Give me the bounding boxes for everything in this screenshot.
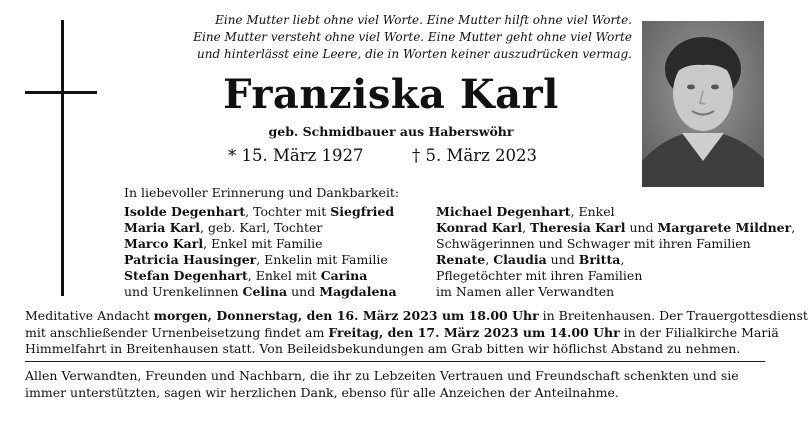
bold-name: Renate <box>436 252 486 267</box>
cross-icon <box>25 20 97 296</box>
mourner-line <box>436 268 795 284</box>
poem-line: Eine Mutter versteht ohne viel Worte. Eine Mutter geht ohne viel Worte <box>193 30 632 44</box>
text-run: Pflegetöchter mit ihren Familien <box>436 268 643 283</box>
bold-name: Margarete Mildner <box>657 220 792 235</box>
text-run: Himmelfahrt in Breitenhausen statt. Von Beileidsbekundungen am Grab bitten wir höflichst Abstand zu nehmen. <box>25 341 741 356</box>
service-announcement <box>25 308 808 358</box>
mourner-line <box>436 284 795 300</box>
text-run: , <box>791 220 796 235</box>
bold-name: Britta <box>578 252 621 267</box>
mourner-line <box>436 220 795 236</box>
bold-name: Maria Karl <box>124 220 201 235</box>
text-run: und Urenkelinnen <box>124 284 243 299</box>
text-run: , geb. Karl, Tochter <box>200 220 323 235</box>
bold-name: Michael Degenhart <box>436 204 571 219</box>
bold-name: Isolde Degenhart <box>124 204 246 219</box>
mourner-line <box>124 284 397 300</box>
deceased-name: Franziska Karl <box>223 71 559 118</box>
bold-name: Patricia Hausinger <box>124 252 257 267</box>
bold-name: Theresia Karl <box>530 220 626 235</box>
mourners-intro: In liebevoller Erinnerung und Dankbarkeit: <box>124 185 400 200</box>
bold-name: Carina <box>320 268 368 283</box>
service-line <box>25 324 779 342</box>
bold-name: Freitag, den 17. März 2023 um 14.00 Uhr <box>328 324 620 340</box>
poem <box>150 12 632 63</box>
text-run: Meditative Andacht <box>25 308 154 323</box>
poem-line: und hinterlässt eine Leere, die in Worten keiner auszudrücken vermag. <box>197 47 632 61</box>
mourner-line <box>436 236 795 252</box>
mourner-line <box>436 252 795 268</box>
bold-name: Siegfried <box>330 204 395 219</box>
mourners-left-column <box>124 204 397 300</box>
birth-name: geb. Schmidbauer aus Haberswöhr <box>268 124 514 139</box>
thanks-line: Allen Verwandten, Freunden und Nachbarn, die ihr zu Lebzeiten Vertrauen und Freundschaft schenkten und sie <box>25 368 739 383</box>
text-run: und <box>625 220 658 235</box>
bold-name: Stefan Degenhart <box>124 268 248 283</box>
mourner-line <box>436 204 795 220</box>
bold-name: Marco Karl <box>124 236 204 251</box>
thanks-line: immer unterstützten, sagen wir herzlichen Dank, ebenso für alle Anzeichen der Anteilnahme. <box>25 384 619 400</box>
mourner-line <box>124 268 397 284</box>
text-run: , <box>485 252 494 267</box>
text-run: im Namen aller Verwandten <box>436 284 615 299</box>
text-run: und <box>287 284 320 299</box>
text-run: und <box>546 252 579 267</box>
bold-name: Claudia <box>493 252 547 267</box>
birth-date: * 15. März 1927 <box>228 146 364 165</box>
mourners-right-column <box>436 204 795 300</box>
thanks-note <box>25 368 765 401</box>
bold-name: Konrad Karl <box>436 220 523 235</box>
text-run: , Enkel mit <box>247 268 321 283</box>
mourner-line <box>124 236 397 252</box>
mourner-line <box>124 220 397 236</box>
life-dates <box>150 146 632 170</box>
bold-name: Celina <box>242 284 288 299</box>
mourner-line <box>124 252 397 268</box>
text-run: , <box>620 252 625 267</box>
portrait-photo <box>642 21 764 187</box>
mourner-line <box>124 204 397 220</box>
text-run: mit anschließender Urnenbeisetzung findet am <box>25 324 329 340</box>
text-run: , Enkelin mit Familie <box>256 252 388 267</box>
poem-line: Eine Mutter liebt ohne viel Worte. Eine Mutter hilft ohne viel Worte. <box>215 13 632 27</box>
text-run: , Tochter mit <box>245 204 331 219</box>
text-run: , Enkel mit Familie <box>203 236 323 251</box>
bold-name: morgen, Donnerstag, den 16. März 2023 um 18.00 Uhr <box>153 308 539 323</box>
service-line <box>25 308 808 325</box>
text-run: in Breitenhausen. Der Trauergottesdienst <box>538 308 808 323</box>
death-date: † 5. März 2023 <box>412 146 538 165</box>
divider <box>25 361 765 362</box>
text-run: , <box>522 220 531 235</box>
bold-name: Magdalena <box>319 284 397 299</box>
text-run: Schwägerinnen und Schwager mit ihren Familien <box>436 236 751 251</box>
text-run: , Enkel <box>570 204 615 219</box>
service-line <box>25 341 765 358</box>
text-run: in der Filialkirche Mariä <box>619 324 779 340</box>
